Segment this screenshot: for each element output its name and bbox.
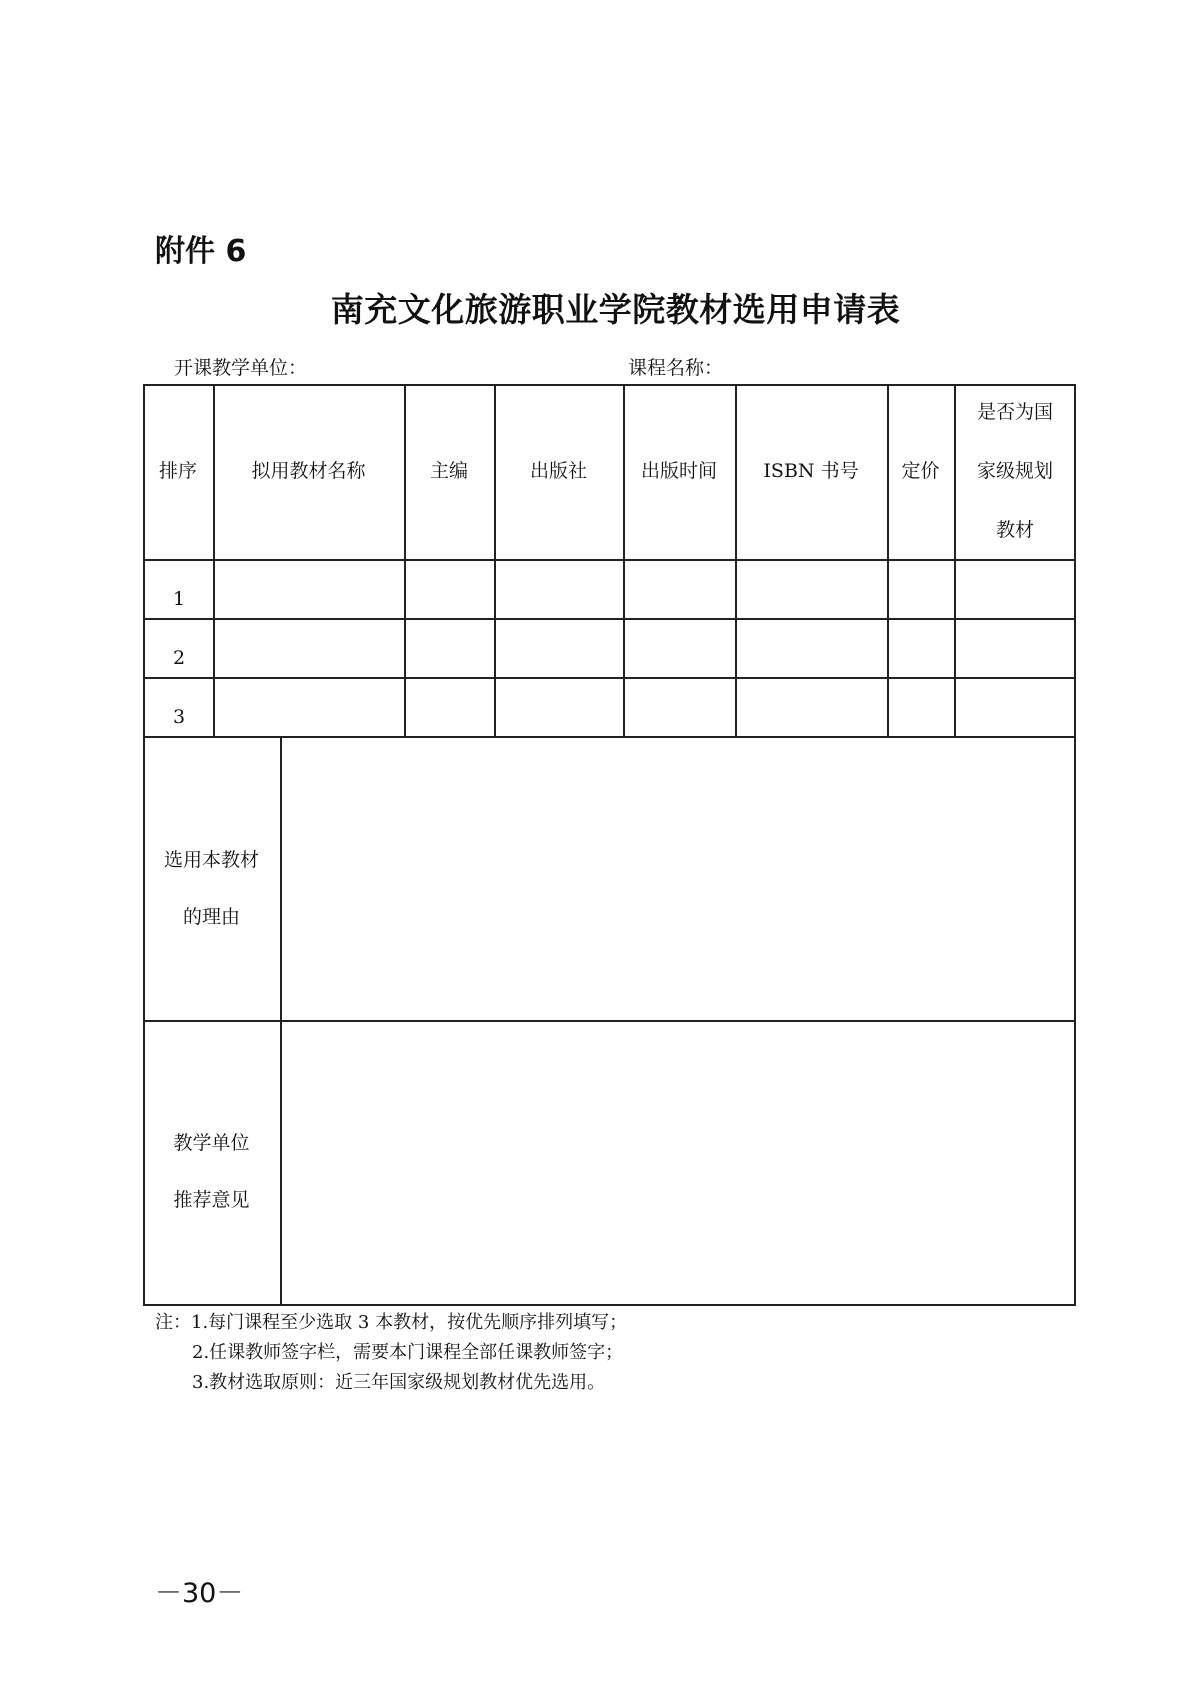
reason-section-bottom-line [143,1020,1076,1022]
col-header-editor: 主编 [429,460,468,483]
recommendation-label-line: 教学单位 [173,1132,250,1154]
note-item: 3.教材选取原则：近三年国家级规划教材优先选用。 [192,1372,606,1393]
row-number: 3 [173,706,186,728]
col-header-price: 定价 [901,460,940,483]
notes [155,1308,627,1398]
reason-label-line: 选用本教材 [163,849,259,871]
national-planning-line: 是否为国 [976,401,1053,423]
recommendation-label [143,1115,280,1229]
col-header-isbn: ISBN 书号 [763,460,859,483]
col-header-textbook-name: 拟用教材名称 [251,460,366,483]
course-name-label: 课程名称： [628,357,724,379]
col-header-national-planning [954,384,1076,559]
note-item: 注：1.每门课程至少选取 3 本教材，按优先顺序排列填写； [155,1312,628,1333]
teaching-unit-label: 开课教学单位： [174,357,308,379]
col-header-publish-date: 出版时间 [640,460,717,483]
page-number: －30－ [155,1578,244,1609]
header-row-bottom-line [143,559,1076,561]
table-border-bottom [143,1304,1076,1306]
recommendation-label-line: 推荐意见 [173,1189,250,1211]
national-planning-line: 教材 [995,519,1034,541]
row1-bottom-line [143,618,1076,620]
lower-section-divider [280,736,282,1305]
application-table [143,384,1076,1305]
national-planning-line: 家级规划 [976,460,1053,482]
reason-label [143,832,280,946]
row-number: 2 [173,647,186,669]
page-title: 南充文化旅游职业学院教材选用申请表 [330,290,901,329]
col-header-publisher: 出版社 [529,460,587,483]
row3-bottom-line [143,736,1076,738]
row-number: 1 [173,588,186,610]
reason-label-line: 的理由 [182,906,240,928]
col-header-order: 排序 [158,460,197,483]
attachment-label: 附件 6 [155,234,247,269]
note-item: 2.任课教师签字栏，需要本门课程全部任课教师签字； [192,1342,624,1363]
row2-bottom-line [143,677,1076,679]
